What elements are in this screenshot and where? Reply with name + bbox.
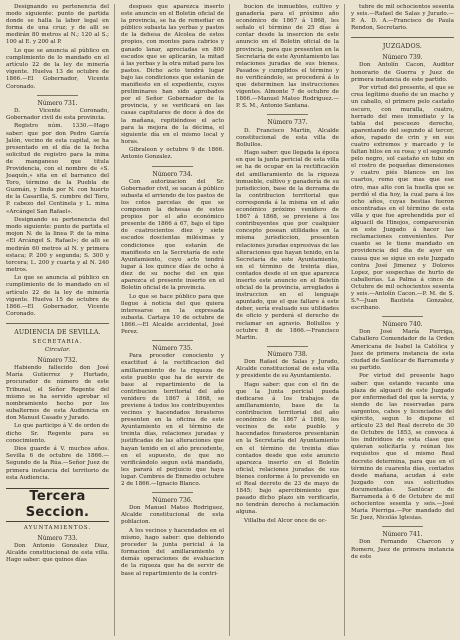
divider (152, 340, 193, 341)
divider (37, 95, 78, 96)
paragraph: Para proceder conociento y exactitud á la rectificacion del amillaramiento de la riqueza de este pueblo que ha de servir de base al repartimiento de la contribucion territorial del año venidero de 1867 á 1868, se previene á todos los contribuyentes vecinos y hacendados forasteros presenten en la oficina de este Ayuntamiento en el término de treinta días, relaciones juradas y justificadas de las alteraciones que hayan tenido en el año precedente, en el supuesto, de que no verificándolo segun está mandado, les parará el perjuicio que haya lugar. Cumbres de Enmedio octubre 2 de 1866.—Ignacio Blanco. (121, 353, 224, 487)
divider (382, 316, 423, 317)
paragraph: Don Antonio Gonzalez Diaz, Alcalde constitucional de esta villa. Hago saber: que quinos días (6, 542, 109, 564)
paragraph: Lo que se hace público para que llegue á noticia del que quiera interesarse en la expresada subasta. Cartaya 10 de octubre de 1866.—El Alcalde accidental, José Perez. (121, 293, 224, 336)
divider (6, 323, 109, 324)
paragraph: Don Rafael de Salas y Jurado, Alcalde constitucional de esta villa y presidente de su Ayuntamiento. (236, 358, 339, 380)
paragraph: Registro núm. 1330.—Hago saber: que por don Pedro García Jalón, vecino de esta capital, se ha presentado en el día de la fecha solicitud de registro para la mina de manganeso que titula Providencia, con el nombre de «S. Joaquín,» sita en el barranco del Toro, término de la Puebla de Guzmán, y linda por N. con huerto de la Casarilla, S. cumbre del Toro, P. cabezo del Centinela y L. mina «Arcángel San Rafael». (6, 123, 109, 215)
paragraph: Lo que participo á V. de orden de dicho Sr. Regente para su conocimiento. (6, 423, 109, 444)
paragraph: Hago saber: que con el fin de que la Junta pericial pueda dedicarse á los trabajos de amillaramiento, base de la contribucion territorial del año económico de 1867 á 1868, los vecinos de este pueblo y hacendados forasteros presentarán en la Secretaría del Ayuntamiento en el término de treinta días contados desde que este anuncio aparezca inserto en el Boletín oficial, relaciones juradas de sus bienes conforme á lo prevenido en el Real decreto de 23 de mayo de 1845; bajo apercibimiento que pasado dicho plazo sin verificarlo, no tendrán derecho á reclamación alguna. (236, 381, 339, 516)
paragraph: tubre de mil ochocientos sesenta y seis.—Rafael de Salas y Jurado.—P. A. D. A.—Francisco de Paula Rendon, Secretario. (351, 4, 454, 32)
paragraph: Con autorizacion del Sr. Gobernador civil, se sacan á público subasta el arriendo de los pastos de los cotos parcelas de que se componen la dehesas de estos propios por el año económico presente de 1866 á 67, bajo el tipo de cuatrocientos diez y siete escudos doscientas milésimas y condiciones que estarán de manifiesto en la Secretaría de este Ayuntamiento, cuyo acto tendrá lugar á los quince días de ocho á diez de su noche del en que aparezca el presente inserto en el Boletin oficial de la provincia. (121, 178, 224, 292)
notice-number: Número 737. (267, 119, 308, 127)
divider (267, 114, 308, 115)
paragraph: D. Vicente Coronado, Gobernador civil de esta provincia. (6, 107, 109, 121)
notice-number: Número 735. (152, 345, 193, 353)
notice-number: Número 741. (382, 531, 423, 539)
paragraph: Designando su pertenencia del modo siguiente: punto de partida donde se halla la labor legal en forma de una cruz; y de alli se medirán 80 metros al N.; 120 al S.; 100 al E. y 200 al P. (6, 4, 109, 46)
notice-number: Número 734. (152, 170, 193, 178)
paragraph: bucion de inmuebles, cultivo y ganadería para el próximo año económico de 1867 á 1868, les señalo el término de 25 días á contar desde la insercion de este anuncio en el Boletin oficial de la provincia, para que presenten en la Secretaría de este Ayuntamiento las relaciones juradas de sus bienes. Pasados y cumplidos el término y no verificándolo, se procederá á lo que determinen las instrucciones vigentes. Almonte 7 de octubre de 1866.—Manuel Mateo Rodriguez.—P. S. M., Antonio Santana. (236, 4, 339, 110)
notice-number: Número 739. (382, 54, 423, 62)
section-heading: AYUNTAMIENTOS. (23, 524, 92, 531)
column-4 (351, 4, 454, 636)
paragraph: A los vecinos y hacendados en el mismo, hago saber: que debiendo proceder la junta pericial á la formacion del amillaramiento y demás operaciones de evaluacion de la riqueza que ha de servir de base al repartimiento de la contri- (121, 527, 224, 577)
notice-number: Número 733. (37, 534, 78, 542)
paragraph: Don Fernando Charcon y Romero, Juez de primera instancia de este (351, 539, 454, 560)
paragraph: Don José María Pierriga, Caballero Comendador de la Orden Americana de Isabel la Católica y Juez de primera instancia de esta ciudad de Sanlúcar de Barrameda y su partido. (351, 329, 454, 371)
subheading: Circular. (44, 347, 71, 354)
paragraph: Lo que se anuncia al público en cumplimiento de lo mandado en el artículo 22 de la ley de minería vigente. Huelva 13 de octubre de 1866.—El Gobernador, Vicente Coronado. (6, 48, 109, 90)
section-heading: JUZGADOS. (382, 43, 423, 51)
divider (152, 166, 193, 167)
paragraph: Habiendo fallecido don José María Gutierrez y Hurtado, procurador de número de este Tribunal, el Señor Regente del mismo se ha servido aprobar el nombramiento hecho por los subalternos de esta Audiencia en don Manuel Casado y Jurado. (6, 365, 109, 421)
column-3 (236, 4, 345, 636)
paragraph: Por virtud del presente, el que se crea legítimo dueño de un macho y un caballo, el primero pelo castaño oscuro, con muralla, cuatro, herrado del mes inmediato y la tabla del pescuezo derecho, aparentando del segundo al tercer, años, rapado de crin y en sus cuatro extremos y marcado y le faltan hilos en su rosa; y el segundo pelo negro, sol castaño en tubo en el rostro de pequeñas dimensiones y cuatro piés blancos en los cuartos, remo que mas que ese otro, mas alto con la huella que se perdió el dia hoy, la cual para á los ocho años, cuyas bestias fueron encontradas en el término de esta villa y que fue aprehendida por el alguacil de Hinojos, comparecerán en este Juzgado á hacer las reclamaciones convenientes. Por cuanto se le tiene mandado en providencia del dia de ayer en causa que se sigue en este Juzgado contra José Jimenez y Dolores Lopez, por sospechas de hurto de caballerías. La Palma á cinco de Octubre de mil ochocientos sesenta y seis.—Antolín Cacon.—P. M. de S. S.ª—Juan Bautista Gonzalez, escribano. (351, 85, 454, 312)
paragraph: Dios guarde á V. muchos años. Sevilla 6 de octubre de 1866.—Segundo de la Rúa.—Señor Juez de primera instancia del territorio de esta Audiencia. (6, 446, 109, 481)
notice-number: Número 740. (382, 321, 423, 329)
divider (351, 37, 454, 38)
paragraph: Villalba del Alcor once de oc- (244, 517, 327, 524)
paragraph: despues que aparezca inserto este anuncio en el Boletin oficial de la provincia, se ha de remediar en público subasta las yerbas y pastos de la dehesa de Alcolea de estos propios, con montes para cabrios y ganado lanar, apreciadas en 800 escudos que se aplicarán, la mitad á las yerbas y la otra mitad para los pastos. Dicho acto tendrá lugar bajo las condiciones que estarán de manifiesto en el expediente, cuyos preliminares han sido aprobados por el Señor Gobernador de la provincia, y se verificará en las casas capitulares de doce á dos de la mañana, repitiéndose el acto para la mejora de la décima, el siguiente día en el mismo local y horas. (121, 4, 224, 145)
paragraph: Lo que se anuncia al público en cumplimiento de lo mandado en el artículo 22 de la ley de minería vigente. Huelva 15 de octubre de 1866.—El Gobernador, Vicente Coronado. (6, 275, 109, 317)
divider (382, 526, 423, 527)
notice-number: Número 732. (37, 357, 78, 365)
paragraph: D. Francisco Martin, Alcalde constitucional de esta villa de Bollullos. (236, 127, 339, 148)
section-heading: AUDIENCIA DE SEVILLA. (14, 328, 101, 336)
paragraph: Por virtud del presente hago saber: que estando vacante una plaza de alguacil de este Juzgado por enfermedad del que la servia, y siendo de las reservadas para sargentos, cabos y licenciados del ejército, segun lo dispone el artículo 23 del Real decreto de 30 de Octubre de 1853, se convoca á los individuos de esta clase que quieran solicitarla y reúnan los requisitos que el mismo Real decreto determina, para que en el término de cuarenta días, contados desde mañana, acudan á este Juzgado con sus solicitudes documentadas. Sanlúcar de Barrameda á 6 de Octubre de mil ochocientos sesenta y seis.—José María Pierriga.—Por mandado del Sr. Juez, Nicolás Iglesias. (351, 373, 454, 522)
paragraph: Hago saber: que llegada la época en que la junta pericial de esta villa se ha de ocupar en la rectificación del amillaramiento de la riqueza inmueble, cultivo y ganadería de su jurisdiccion, base de la derrama de la contribucion territorial que corresponda á la misma en el año económico próximo venidero de 1867 á 1868, se previene á los contribuyentes que por cualquier concepto posean utilidades en la misma jurisdiccion, presenten relaciones juradas expresivas de las alteraciones que hayan tenido, en la Secretaría de este Ayuntamiento, en el término de treinta días, contados desde el en que aparezca inserto este anuncio en el Boletín oficial de la provincia, arreglados á instruccion en el lenguaje apuntado, que el que faltare á este deber, sería evaluado sus utilidades de oficio y perderá el derecho de reclamar en agravio. Bollullos y octubre 8 de 1866.—Francisco Martin. (236, 150, 339, 341)
column-2 (121, 4, 230, 636)
paragraph: Designando su pertenencia del modo siguiente: punto de partida el mojon N. de la linea P. de la mina «El Arcángel S. Rafael»; de alli se medirán 60 metros al N. y primera estaca; P. 200 y segunda; S. 300 y tercera; L. 200 y cuarta y al N. 240 metros. (6, 217, 109, 273)
paragraph: Don Antolín Cacon, Auditor honorario de Guerra y Juez de primera instancia de este partido. (351, 62, 454, 83)
divider (267, 346, 308, 347)
paragraph: Gibraleon y octubre 9 de 1866. Antonio Gonzalez. (121, 147, 224, 161)
column-1 (6, 4, 115, 636)
divider (152, 492, 193, 493)
section-title: Tercera Seccion. (6, 488, 109, 522)
notice-number: Número 736. (152, 497, 193, 505)
paragraph: Don Manuel Mateo Rodriguez, Alcalde constitucional de esta poblacion. (121, 505, 224, 526)
subheading: SECRETARIA. (32, 338, 83, 345)
notice-number: Número 731. (37, 99, 78, 107)
notice-number: Número 738. (267, 350, 308, 358)
